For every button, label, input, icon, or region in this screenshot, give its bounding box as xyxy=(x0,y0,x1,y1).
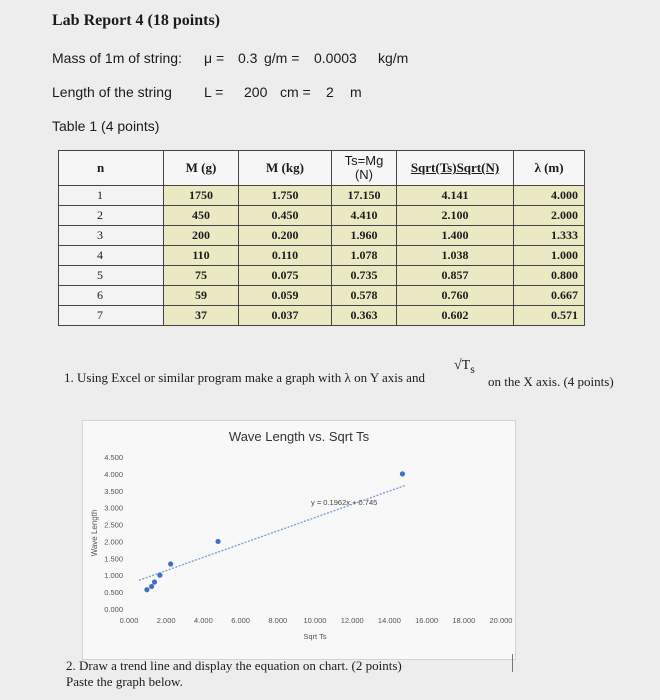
mass-unit-g: g/m = xyxy=(264,50,300,66)
length-label: Length of the string xyxy=(52,84,172,100)
cell-n: 3 xyxy=(59,226,164,246)
y-axis-label: Wave Length xyxy=(90,509,99,557)
y-tick-label: 4.500 xyxy=(104,453,123,462)
table-row xyxy=(59,226,585,246)
table-row xyxy=(59,186,585,206)
sqrt-ts-symbol: $√T_s$ xyxy=(454,358,475,376)
question-2-line1: 2. Draw a trend line and display the equation on chart. (2 points) xyxy=(66,658,402,673)
cell-sqrt-tension: 1.400 xyxy=(397,226,514,246)
cell-sqrt-tension: 2.100 xyxy=(397,206,514,226)
cell-sqrt-tension: 1.038 xyxy=(397,246,514,266)
question-2-line2: Paste the graph below. xyxy=(66,674,183,689)
cell-tension: 17.150 xyxy=(332,186,397,206)
data-point xyxy=(400,471,405,476)
cell-mass-g: 37 xyxy=(164,306,239,326)
question-1-text: 1. Using Excel or similar program make a graph with λ on Y axis and xyxy=(64,370,425,385)
cell-mass-kg: 1.750 xyxy=(239,186,332,206)
cell-lambda: 2.000 xyxy=(514,206,585,226)
y-tick-label: 1.000 xyxy=(104,571,123,581)
cell-mass-kg: 0.059 xyxy=(239,286,332,306)
y-tick-label: 4.000 xyxy=(104,469,123,479)
data-point xyxy=(215,539,220,544)
cell-tension: 4.410 xyxy=(332,206,397,226)
cell-lambda: 1.000 xyxy=(514,246,585,266)
header-tension: Ts=Mg (N) xyxy=(332,151,397,186)
cell-n: 5 xyxy=(59,266,164,286)
y-tick-label: 2.000 xyxy=(104,537,123,547)
report-title: Lab Report 4 (18 points) xyxy=(52,12,221,29)
x-tick-label: 16.000 xyxy=(415,616,439,625)
length-unit-m: m xyxy=(350,84,362,100)
data-point xyxy=(157,573,162,578)
data-point xyxy=(149,584,154,589)
cell-lambda: 4.000 xyxy=(514,186,585,206)
table-row xyxy=(59,206,585,226)
cell-lambda: 0.667 xyxy=(514,286,585,306)
table-row xyxy=(59,286,585,306)
cell-n: 4 xyxy=(59,246,164,266)
x-tick-label: 18.000 xyxy=(452,616,476,625)
header-n: n xyxy=(59,151,164,186)
cell-sqrt-tension: 0.857 xyxy=(397,266,514,286)
cell-tension: 0.363 xyxy=(332,306,397,326)
data-point xyxy=(152,579,157,584)
cell-mass-g: 59 xyxy=(164,286,239,306)
y-tick-label: 2.500 xyxy=(104,520,123,530)
mass-value-kg: 0.0003 xyxy=(314,50,357,66)
y-tick-label: 0.000 xyxy=(104,605,123,614)
cell-sqrt-tension: 0.760 xyxy=(397,286,514,306)
table-row xyxy=(59,266,585,286)
y-tick-label: 0.500 xyxy=(104,588,123,598)
header-mass-g: M (g) xyxy=(164,151,239,186)
data-table xyxy=(58,150,585,326)
x-tick-label: 0.000 xyxy=(119,616,139,625)
table-row xyxy=(59,246,585,266)
cell-mass-kg: 0.200 xyxy=(239,226,332,246)
header-mass-kg: M (kg) xyxy=(239,151,332,186)
cell-lambda: 1.333 xyxy=(514,226,585,246)
length-symbol: L = xyxy=(204,84,224,100)
divider-line xyxy=(512,654,513,672)
y-tick-label: 3.000 xyxy=(104,503,123,513)
mass-unit-kg: kg/m xyxy=(378,50,409,66)
length-value-m: 2 xyxy=(326,84,334,100)
x-tick-label: 14.000 xyxy=(377,616,401,625)
cell-mass-g: 450 xyxy=(164,206,239,226)
trendline-equation: y = 0.1962x + 0.745 xyxy=(311,497,378,507)
cell-mass-kg: 0.450 xyxy=(239,206,332,226)
cell-sqrt-tension: 4.141 xyxy=(397,186,514,206)
table-header-row xyxy=(59,151,585,186)
mass-label: Mass of 1m of string: xyxy=(52,50,182,66)
cell-n: 1 xyxy=(59,186,164,206)
length-unit-cm: cm = xyxy=(280,84,311,100)
x-tick-label: 4.000 xyxy=(194,616,213,625)
cell-lambda: 0.571 xyxy=(514,306,585,326)
cell-n: 2 xyxy=(59,206,164,226)
cell-mass-g: 200 xyxy=(164,226,239,246)
table-row xyxy=(59,306,585,326)
cell-mass-g: 1750 xyxy=(164,186,239,206)
header-sqrt: Sqrt(Ts)Sqrt(N) xyxy=(397,151,514,186)
chart-svg xyxy=(83,421,515,659)
cell-n: 7 xyxy=(59,306,164,326)
data-point xyxy=(168,561,173,566)
x-tick-label: 2.000 xyxy=(156,616,176,625)
question-1 xyxy=(64,358,614,389)
data-point xyxy=(144,587,149,592)
x-tick-label: 10.000 xyxy=(303,616,327,625)
x-tick-label: 20.000 xyxy=(489,616,513,625)
table-caption: Table 1 (4 points) xyxy=(52,118,160,134)
x-axis-label: Sqrt Ts xyxy=(303,632,327,641)
y-tick-label: 3.500 xyxy=(104,486,123,496)
cell-lambda: 0.800 xyxy=(514,266,585,286)
mass-value-g: 0.3 xyxy=(238,50,258,66)
question-2 xyxy=(66,658,402,690)
x-tick-label: 6.000 xyxy=(231,616,250,625)
cell-sqrt-tension: 0.602 xyxy=(397,306,514,326)
y-tick-label: 1.500 xyxy=(104,554,123,564)
cell-tension: 0.735 xyxy=(332,266,397,286)
cell-mass-kg: 0.075 xyxy=(239,266,332,286)
length-value-cm: 200 xyxy=(244,84,268,100)
cell-mass-g: 75 xyxy=(164,266,239,286)
cell-mass-g: 110 xyxy=(164,246,239,266)
x-tick-label: 8.000 xyxy=(268,616,288,625)
chart-title: Wave Length vs. Sqrt Ts xyxy=(228,429,370,444)
header-lambda: λ (m) xyxy=(514,151,585,186)
question-1-tail: on the X axis. (4 points) xyxy=(488,374,614,389)
mass-symbol: μ = xyxy=(204,50,225,66)
cell-n: 6 xyxy=(59,286,164,306)
cell-tension: 0.578 xyxy=(332,286,397,306)
wave-length-chart xyxy=(82,420,516,660)
cell-tension: 1.078 xyxy=(332,246,397,266)
cell-mass-kg: 0.037 xyxy=(239,306,332,326)
x-tick-label: 12.000 xyxy=(340,616,364,625)
cell-tension: 1.960 xyxy=(332,226,397,246)
cell-mass-kg: 0.110 xyxy=(239,246,332,266)
